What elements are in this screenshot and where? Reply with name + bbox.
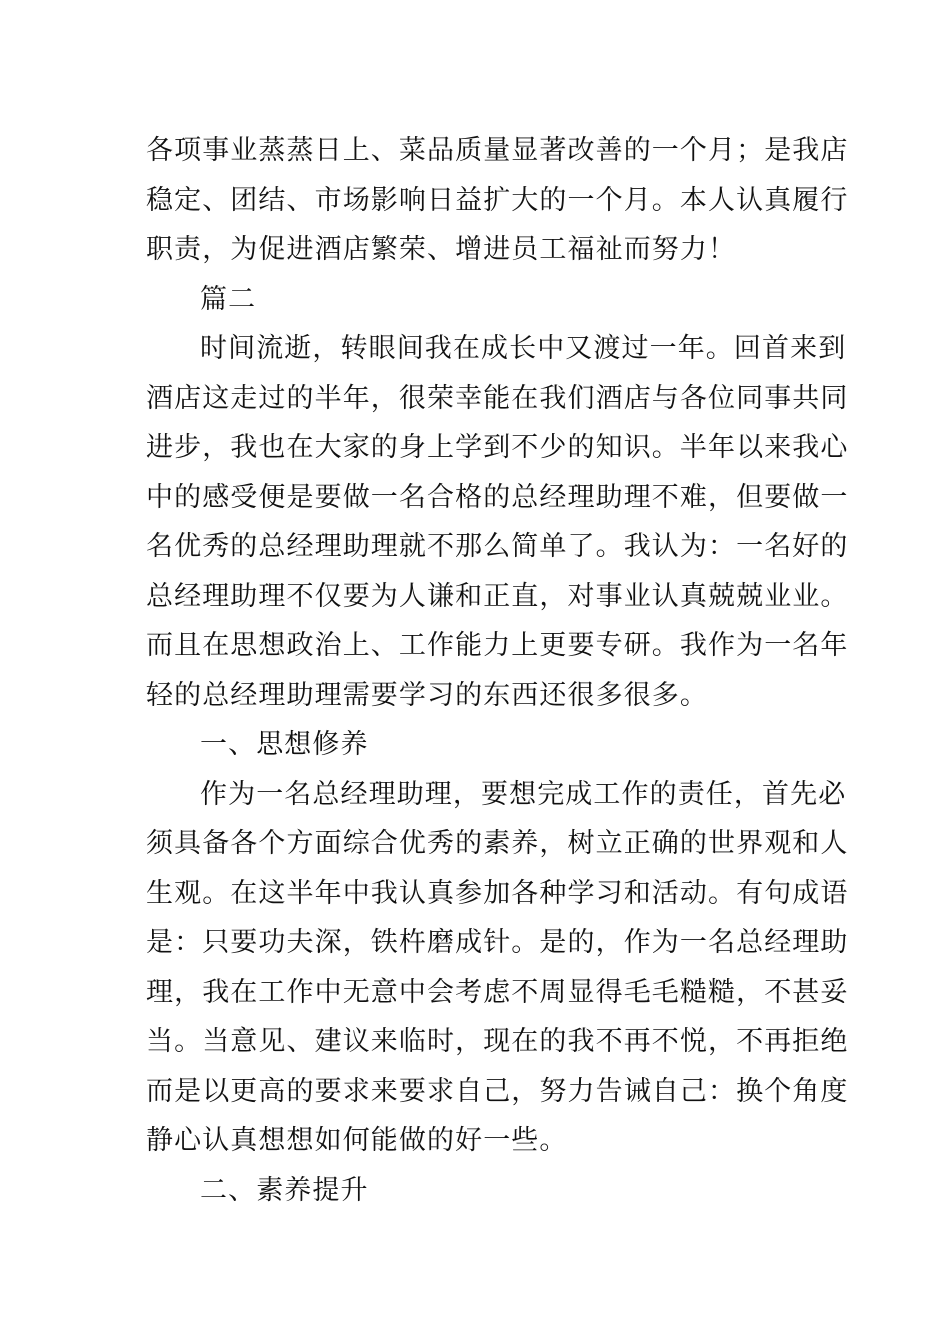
paragraph-line: 总经理助理不仅要为人谦和正直，对事业认真兢兢业业。 <box>146 580 849 612</box>
paragraph-line: 作为一名总经理助理，要想完成工作的责任，首先必 <box>200 778 847 810</box>
paragraph-line: 酒店这走过的半年，很荣幸能在我们酒店与各位同事共同 <box>146 382 849 414</box>
paragraph-line: 生观。在这半年中我认真参加各种学习和活动。有句成语 <box>146 877 849 909</box>
paragraph-line: 时间流逝，转眼间我在成长中又渡过一年。回首来到 <box>200 333 847 364</box>
paragraph-line: 理，我在工作中无意中会考虑不周显得毛毛糙糙，不甚妥 <box>146 976 849 1008</box>
section-heading: 一、思想修养 <box>200 729 369 760</box>
paragraph-line: 须具备各个方面综合优秀的素养，树立正确的世界观和人 <box>146 828 849 859</box>
paragraph-line: 当。当意见、建议来临时，现在的我不再不悦，不再拒绝 <box>146 1026 849 1057</box>
document-body <box>146 126 849 1215</box>
paragraph-line: 而且在思想政治上、工作能力上更要专研。我作为一名年 <box>146 630 849 661</box>
paragraph-line: 轻的总经理助理需要学习的东西还很多很多。 <box>146 679 708 711</box>
paragraph-line: 稳定、团结、市场影响日益扩大的一个月。本人认真履行 <box>146 184 849 216</box>
section-heading: 二、素养提升 <box>200 1174 369 1206</box>
paragraph-line: 静心认真想想如何能做的好一些。 <box>146 1125 568 1156</box>
paragraph-line: 是：只要功夫深，铁杵磨成针。是的，作为一名总经理助 <box>146 927 849 958</box>
paragraph-line: 各项事业蒸蒸日上、菜品质量显著改善的一个月；是我店 <box>146 135 849 166</box>
paragraph-line: 中的感受便是要做一名合格的总经理助理不难，但要做一 <box>146 481 849 513</box>
paragraph-line: 名优秀的总经理助理就不那么简单了。我认为：一名好的 <box>146 531 849 562</box>
paragraph-line: 职责，为促进酒店繁荣、增进员工福祉而努力！ <box>146 234 737 265</box>
section-heading: 篇二 <box>200 283 257 315</box>
paragraph-line: 进步，我也在大家的身上学到不少的知识。半年以来我心 <box>146 432 849 463</box>
paragraph-line: 而是以更高的要求来要求自己，努力告诫自己：换个角度 <box>146 1075 849 1107</box>
